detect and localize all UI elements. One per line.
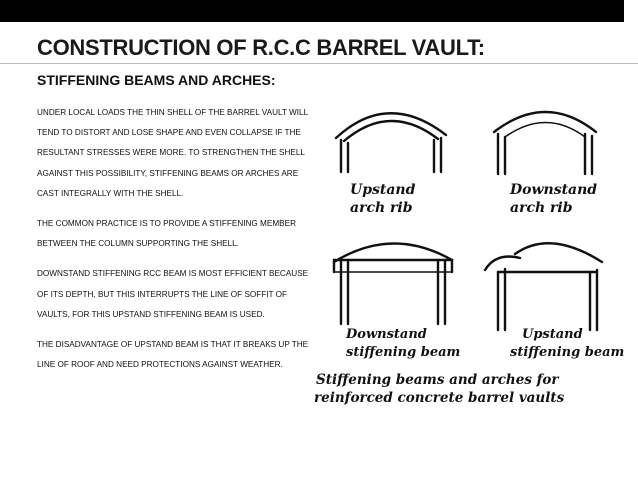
paragraph-shell-stress: UNDER LOCAL LOADS THE THIN SHELL OF THE BARREL VAULT WILL TEND TO DISTORT AND LOSE SHAPE AND EVEN COLLAPSE IF THE RESULTANT STRESSES WERE MORE. TO STRENGTHEN THE SHELL AGAINST THIS POSSIBILITY, STIFFENING BEAMS OR ARCHES ARE CAST INTEGRALLY WITH THE SHELL.: [37, 108, 308, 198]
paragraph-upstand-disadvantage: THE DISADVANTAGE OF UPSTAND BEAM IS THAT IT BREAKS UP THE LINE OF ROOF AND NEED PROTECTIONS AGAINST WEATHER.: [37, 340, 309, 370]
label-upstand-arch-1: Upstand: [350, 182, 416, 198]
upstand-arch-rib-sketch: [336, 113, 446, 172]
stiffening-diagram-svg: [310, 94, 630, 414]
downstand-stiffening-beam-sketch: [334, 243, 452, 324]
downstand-arch-rib-sketch: [494, 112, 596, 174]
label-upstand-arch-2: arch rib: [350, 200, 413, 216]
top-bar-accent: [624, 0, 638, 22]
figure-caption-line-1: Stiffening beams and arches for: [316, 372, 559, 388]
slide-title: CONSTRUCTION OF R.C.C BARREL VAULT:: [37, 35, 485, 60]
label-downstand-beam-1: Downstand: [346, 327, 427, 342]
upstand-stiffening-beam-sketch: [485, 243, 602, 330]
label-downstand-arch-2: arch rib: [510, 200, 573, 216]
title-divider: [0, 63, 638, 64]
slide-top-bar: [0, 0, 638, 22]
figure-caption-line-2: reinforced concrete barrel vaults: [314, 390, 565, 406]
body-text: [37, 103, 317, 385]
label-upstand-beam-2: stiffening beam: [510, 345, 625, 360]
stiffening-diagram: [310, 94, 630, 414]
slide-subtitle: STIFFENING BEAMS AND ARCHES:: [37, 72, 276, 88]
label-downstand-beam-2: stiffening beam: [346, 345, 461, 360]
paragraph-common-practice: THE COMMON PRACTICE IS TO PROVIDE A STIFFENING MEMBER BETWEEN THE COLUMN SUPPORTING THE SHELL.: [37, 219, 296, 249]
label-upstand-beam-1: Upstand: [522, 327, 583, 342]
label-downstand-arch-1: Downstand: [510, 182, 598, 198]
paragraph-downstand-beam: DOWNSTAND STIFFENING RCC BEAM IS MOST EFFICIENT BECAUSE OF ITS DEPTH, BUT THIS INTERRUPTS THE LINE OF SOFFIT OF VAULTS, FOR THIS UPSTAND STIFFENING BEAM IS USED.: [37, 269, 309, 319]
